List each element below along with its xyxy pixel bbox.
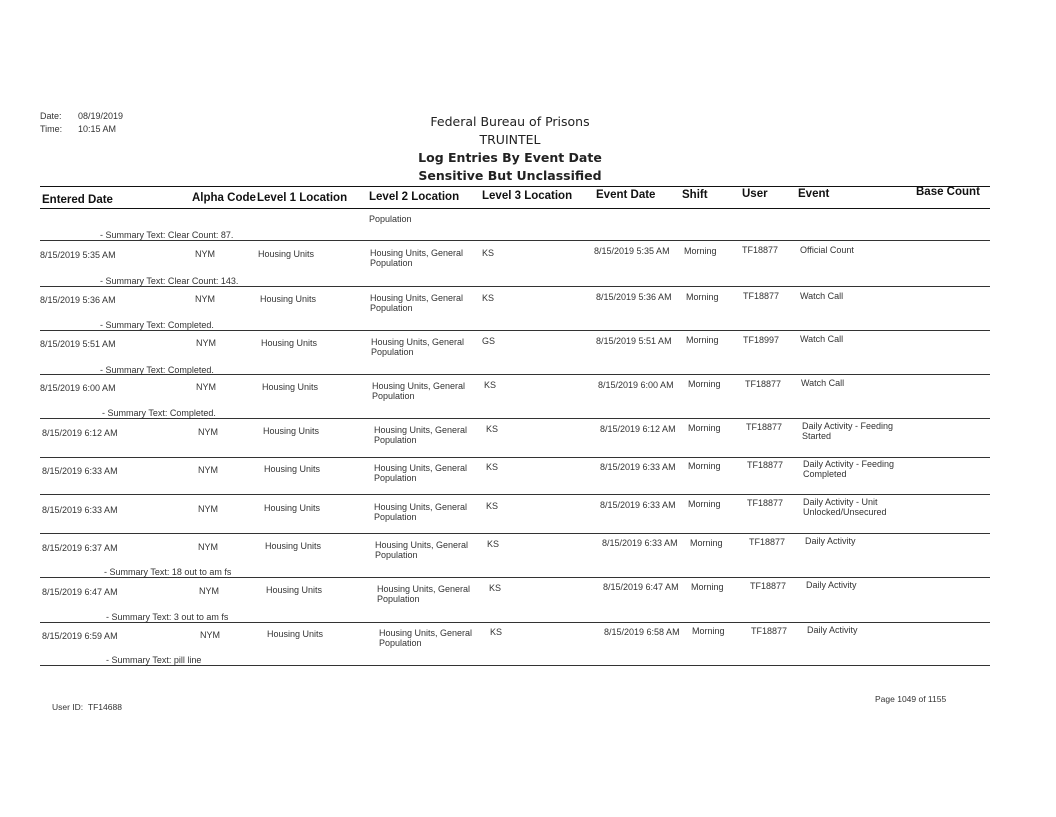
row-divider — [40, 240, 990, 241]
entered-date: 8/15/2019 6:12 AM — [42, 428, 118, 438]
header-top-rule — [40, 186, 990, 187]
alpha-code: NYM — [200, 630, 220, 640]
user: TF18877 — [751, 626, 788, 636]
report-title — [380, 113, 640, 185]
entered-date: 8/15/2019 6:00 AM — [40, 383, 116, 393]
level3-location: KS — [487, 539, 500, 549]
time-value: 10:15 AM — [78, 124, 117, 134]
level3-location: KS — [486, 424, 499, 434]
summary-text: - Summary Text: Clear Count: 143. — [100, 276, 239, 286]
event-date: 8/15/2019 6:58 AM — [604, 627, 680, 637]
col-entered-date: Entered Date — [42, 194, 113, 206]
row-divider — [40, 622, 990, 623]
report-time — [40, 124, 116, 134]
row-divider — [40, 374, 990, 375]
page-number: Page 1049 of 1155 — [875, 694, 947, 704]
level2-location: Housing Units, General Population — [379, 628, 473, 648]
user: TF18877 — [742, 245, 779, 255]
row-divider — [40, 494, 990, 495]
table-end-rule — [40, 665, 990, 666]
user: TF18877 — [743, 291, 780, 301]
alpha-code: NYM — [196, 382, 216, 392]
summary-text: - Summary Text: Completed. — [100, 365, 214, 375]
alpha-code: NYM — [198, 504, 218, 514]
event-date: 8/15/2019 6:47 AM — [603, 582, 679, 592]
row-divider — [40, 577, 990, 578]
level1-location: Housing Units — [264, 464, 321, 474]
row-divider — [40, 418, 990, 419]
col-level1: Level 1 Location — [257, 192, 348, 204]
level2-location: Housing Units, General Population — [377, 584, 471, 604]
level1-location: Housing Units — [261, 338, 318, 348]
event-date: 8/15/2019 6:33 AM — [600, 462, 676, 472]
carryover-summary: - Summary Text: Clear Count: 87. — [100, 230, 234, 240]
event: Watch Call — [801, 378, 845, 388]
shift: Morning — [688, 461, 721, 471]
level2-location: Housing Units, General Population — [374, 425, 468, 445]
col-event-date: Event Date — [596, 189, 656, 201]
event-date: 8/15/2019 6:12 AM — [600, 424, 676, 434]
title-agency: Federal Bureau of Prisons — [430, 114, 590, 129]
shift: Morning — [690, 538, 723, 548]
time-label: Time: — [40, 124, 63, 134]
event-date: 8/15/2019 5:35 AM — [594, 246, 670, 256]
shift: Morning — [691, 582, 724, 592]
event: Daily Activity — [807, 625, 858, 635]
level3-location: KS — [490, 627, 503, 637]
event-date: 8/15/2019 6:00 AM — [598, 380, 674, 390]
entered-date: 8/15/2019 5:51 AM — [40, 339, 116, 349]
entered-date: 8/15/2019 6:59 AM — [42, 631, 118, 641]
level3-location: KS — [482, 248, 495, 258]
col-level2: Level 2 Location — [369, 191, 460, 203]
level3-location: KS — [489, 583, 502, 593]
level1-location: Housing Units — [267, 629, 324, 639]
level2-location: Housing Units, General Population — [375, 540, 469, 560]
carryover-level2: Population — [369, 214, 412, 224]
event: Daily Activity - Unit Unlocked/Unsecured — [803, 497, 887, 517]
col-level3: Level 3 Location — [482, 190, 573, 202]
date-value: 08/19/2019 — [78, 111, 124, 121]
event-date: 8/15/2019 6:33 AM — [602, 538, 678, 548]
level2-location: Housing Units, General Population — [374, 463, 468, 483]
title-system: TRUINTEL — [479, 132, 541, 147]
alpha-code: NYM — [198, 427, 218, 437]
level3-location: KS — [484, 380, 497, 390]
entered-date: 8/15/2019 5:35 AM — [40, 250, 116, 260]
level1-location: Housing Units — [264, 503, 321, 513]
col-alpha-code: Alpha Code — [192, 192, 256, 204]
shift: Morning — [692, 626, 725, 636]
event-date: 8/15/2019 5:36 AM — [596, 292, 672, 302]
report-date — [40, 111, 123, 121]
col-base-count: Base Count — [916, 186, 980, 198]
level2-location: Housing Units, General Population — [370, 293, 464, 313]
user: TF18997 — [743, 335, 780, 345]
level2-location: Housing Units, General Population — [370, 248, 464, 268]
col-event: Event — [798, 188, 830, 200]
row-divider — [40, 533, 990, 534]
user: TF18877 — [746, 422, 783, 432]
level2-location: Housing Units, General Population — [371, 337, 465, 357]
user: TF18877 — [749, 537, 786, 547]
level2-location: Housing Units, General Population — [372, 381, 466, 401]
user: TF18877 — [747, 460, 784, 470]
summary-text: - Summary Text: pill line — [106, 655, 202, 665]
alpha-code: NYM — [199, 586, 219, 596]
entered-date: 8/15/2019 6:47 AM — [42, 587, 118, 597]
event: Official Count — [800, 245, 854, 255]
event: Watch Call — [800, 291, 844, 301]
level3-location: KS — [482, 293, 495, 303]
alpha-code: NYM — [196, 338, 216, 348]
entered-date: 8/15/2019 6:37 AM — [42, 543, 118, 553]
summary-text: - Summary Text: 3 out to am fs — [106, 612, 229, 622]
summary-text: - Summary Text: 18 out to am fs — [104, 567, 232, 577]
col-user: User — [742, 188, 768, 200]
user: TF18877 — [750, 581, 787, 591]
alpha-code: NYM — [198, 542, 218, 552]
shift: Morning — [688, 423, 721, 433]
event-date: 8/15/2019 6:33 AM — [600, 500, 676, 510]
event: Daily Activity — [805, 536, 856, 546]
row-divider — [40, 286, 990, 287]
entered-date: 8/15/2019 6:33 AM — [42, 466, 118, 476]
level2-location: Housing Units, General Population — [374, 502, 468, 522]
shift: Morning — [684, 246, 717, 256]
title-classification: Sensitive But Unclassified — [418, 168, 602, 183]
level1-location: Housing Units — [266, 585, 323, 595]
header-bottom-rule — [40, 208, 990, 209]
level3-location: KS — [486, 501, 499, 511]
date-label: Date: — [40, 111, 62, 121]
user: TF18877 — [747, 498, 784, 508]
alpha-code: NYM — [195, 294, 215, 304]
event: Daily Activity - Feeding Started — [802, 421, 894, 441]
row-divider — [40, 330, 990, 331]
entered-date: 8/15/2019 5:36 AM — [40, 295, 116, 305]
event: Daily Activity — [806, 580, 857, 590]
level1-location: Housing Units — [265, 541, 322, 551]
alpha-code: NYM — [198, 465, 218, 475]
shift: Morning — [688, 379, 721, 389]
event-date: 8/15/2019 5:51 AM — [596, 336, 672, 346]
user-id-label: User ID: — [52, 702, 84, 712]
summary-text: - Summary Text: Completed. — [102, 408, 216, 418]
summary-text: - Summary Text: Completed. — [100, 320, 214, 330]
footer-user — [52, 702, 122, 712]
entered-date: 8/15/2019 6:33 AM — [42, 505, 118, 515]
event: Watch Call — [800, 334, 844, 344]
level1-location: Housing Units — [262, 382, 319, 392]
level1-location: Housing Units — [258, 249, 315, 259]
alpha-code: NYM — [195, 249, 215, 259]
user: TF18877 — [745, 379, 782, 389]
level3-location: KS — [486, 462, 499, 472]
col-shift: Shift — [682, 189, 708, 201]
level1-location: Housing Units — [263, 426, 320, 436]
row-divider — [40, 457, 990, 458]
user-id-value: TF14688 — [87, 702, 122, 712]
shift: Morning — [688, 499, 721, 509]
title-report: Log Entries By Event Date — [418, 150, 602, 165]
shift: Morning — [686, 292, 719, 302]
level1-location: Housing Units — [260, 294, 317, 304]
event: Daily Activity - Feeding Completed — [803, 459, 895, 479]
shift: Morning — [686, 335, 719, 345]
level3-location: GS — [482, 336, 496, 346]
